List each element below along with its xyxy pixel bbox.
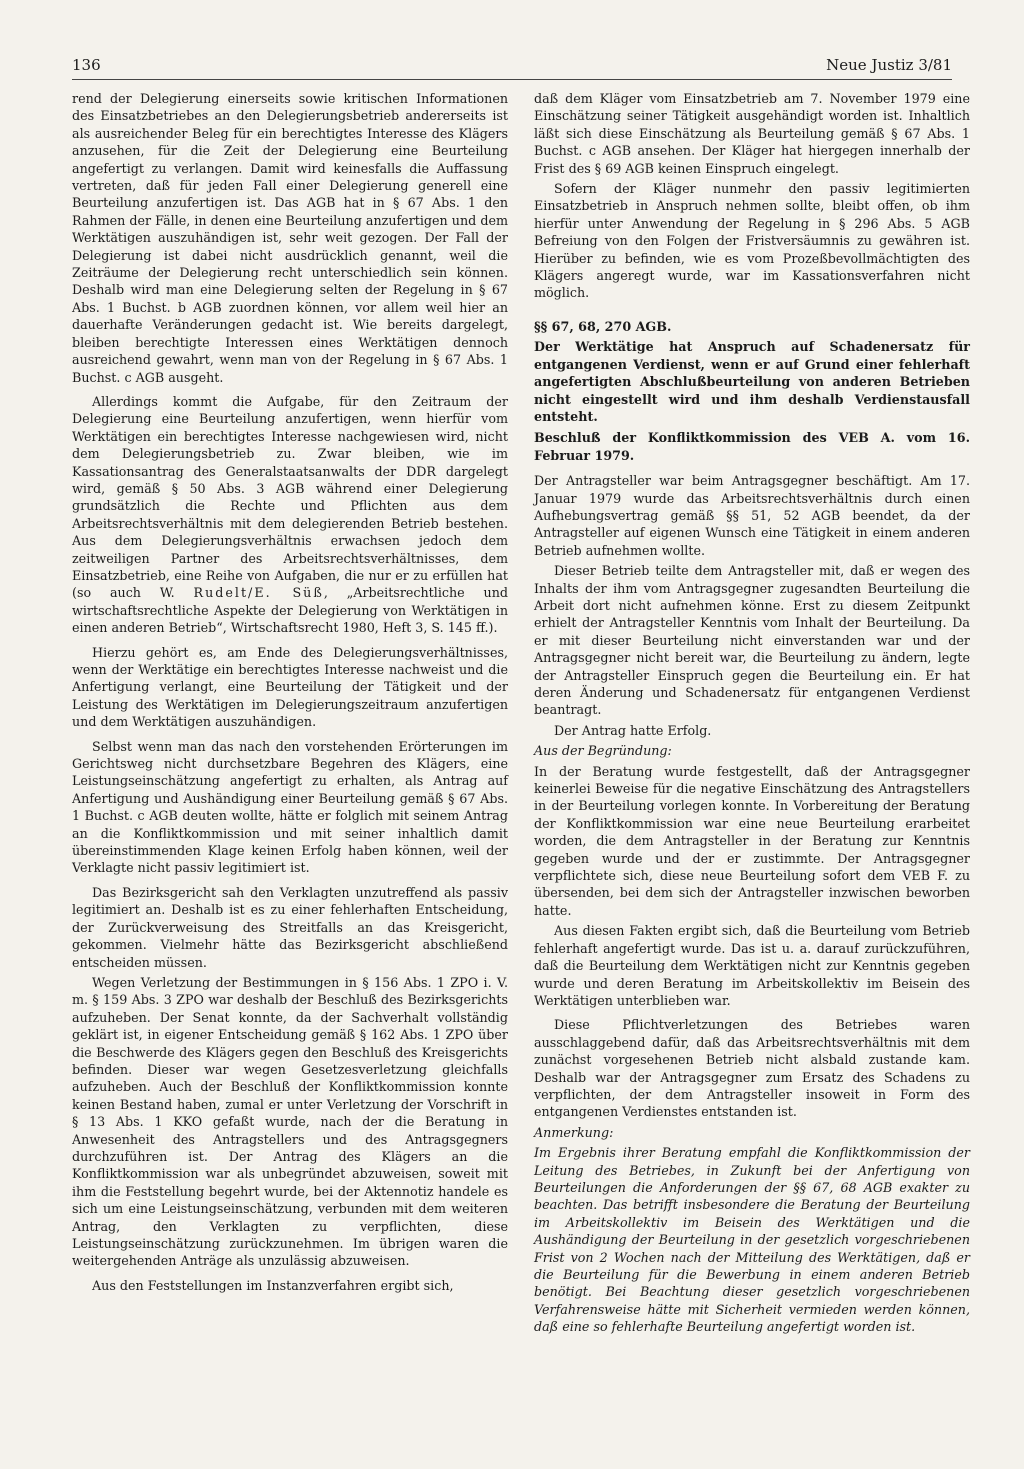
running-head <box>72 56 952 78</box>
header-rule <box>72 79 952 80</box>
paragraph: Aus den Feststellungen im Instanzverfahren ergibt sich, <box>92 1277 454 1293</box>
paragraph: daß dem Kläger vom Einsatzbetrieb am 7. November 1979 eine Einschätzung seiner Tätigkeit ausgehändigt worden ist. Inhaltlich läßt sich diese Einschätzung als Beurteilung gemäß § 67 Abs. 1 Buchst. c AGB ansehen. Der Kläger hat hiergegen innerhalb der Frist des § 69 AGB keinen Einspruch eingelegt. <box>534 91 970 176</box>
paragraph: Sofern der Kläger nunmehr den passiv legitimierten Einsatzbetrieb in Anspruch nehmen sollte, bleibt offen, ob ihm hierfür unter Anwendung der Regelung in § 296 Abs. 5 AGB Befreiung von den Folgen der Fristversäumnis zu gewähren ist. Hierüber zu befinden, wie es vom Prozeßbevollmächtigten des Klägers angeregt wurde, war im Kassationsverfahren nicht möglich. <box>534 181 970 301</box>
paragraph: Der Antragsteller war beim Antragsgegner beschäftigt. Am 17. Januar 1979 wurde das Arbeitsrechtsverhältnis durch einen Aufhebungsvertrag gemäß §§ 51, 52 AGB beendet, da der Antragsteller auf eigenen Wunsch eine Tätigkeit in einem anderen Betrieb aufnehmen wollte. <box>534 473 970 558</box>
case-statute-reference: §§ 67, 68, 270 AGB. <box>534 318 672 334</box>
paragraph: Aus diesen Fakten ergibt sich, daß die Beurteilung vom Betrieb fehlerhaft angefertigt wurde. Das ist u. a. darauf zurückzuführen, daß die Beurteilung dem Werktätigen nicht zur Kenntnis gegeben wurde und deren Beratung im Arbeitskollektiv im Beisein des Werktätigen unterblieben war. <box>534 923 970 1008</box>
section-heading-reasons: Aus der Begründung: <box>534 743 672 759</box>
paragraph: Wegen Verletzung der Bestimmungen in § 156 Abs. 1 ZPO i. V. m. § 159 Abs. 3 ZPO war deshalb der Beschluß des Bezirksgerichts aufzuheben. Der Senat konnte, da der Sachverhalt vollständig geklärt ist, in eigener Entscheidung gemäß § 162 Abs. 1 ZPO über die Beschwerde des Klägers gegen den Beschluß des Kreisgerichts befinden. Dieser war wegen Gesetzesverletzung gleichfalls aufzuheben. Auch der Beschluß der Konfliktkommission konnte keinen Bestand haben, zumal er unter Verletzung der Vorschrift in § 13 Abs. 1 KKO gefaßt wurde, nach der die Beratung in Anwesenheit des Antragstellers und des Antragsgegners durchzuführen ist. Der Antrag des Klägers an die Konfliktkommission war als unbegründet abzuweisen, soweit mit ihm die Feststellung begehrt wurde, bei der Aktennotiz handele es sich um eine Leistungseinschätzung, verbunden mit dem weiteren Antrag, den Verklagten zu verpflichten, diese Leistungseinschätzung zurückzunehmen. Im übrigen waren die weitergehenden Anträge als unzulässig abzuweisen. <box>72 974 508 1269</box>
left-column <box>72 90 508 1297</box>
paragraph: Selbst wenn man das nach den vorstehenden Erörterungen im Gerichtsweg nicht durchsetzbare Begehren des Klägers, eine Leistungseinschätzung angefertigt zu erhalten, als Antrag auf Anfertigung und Aushändigung einer Beurteilung gemäß § 67 Abs. 1 Buchst. c AGB deuten wollte, hätte er folglich mit seinem Antrag an die Konfliktkommission und mit seiner inhaltlich damit übereinstimmenden Klage keinen Erfolg haben können, weil der Verklagte nicht passiv legitimiert ist. <box>72 738 508 876</box>
paragraph: Hierzu gehört es, am Ende des Delegierungsverhältnisses, wenn der Werktätige ein berechtigtes Interesse nachweist und die Anfertigung verlangt, eine Beurteilung der Tätigkeit und der Leistung des Werktätigen im Delegierungszeitraum anzufertigen und dem Werktätigen auszuhändigen. <box>72 644 508 730</box>
headnote: Der Werktätige hat Anspruch auf Schadenersatz für entgangenen Verdienst, wenn er auf Grund einer fehlerhaft angefertigten Abschlußbeurteilung von anderen Betrieben nicht eingestellt wird und ihm deshalb Verdienstausfall entsteht. <box>534 339 970 424</box>
paragraph-text: Allerdings kommt die Aufgabe, für den Zeitraum der Delegierung eine Beurteilung anzufertigen, wenn hierfür vom Werktätigen ein berechtigtes Interesse nachgewiesen wird, nicht dem Delegierungsbetrieb zu. Zwar bleiben, wie im Kassationsantrag des Generalstaatsanwalts der DDR dargelegt wird, gemäß § 50 Abs. 3 AGB während einer Delegierung grundsätzlich die Rechte und Pflichten aus dem Arbeitsrechtsverhältnis mit dem delegierenden Betrieb bestehen. Aus dem Delegierungsverhältnis erwachsen jedoch dem zeitweiligen Partner des Arbeitsrechtsverhältnisses, dem Einsatzbetrieb, eine Reihe von Aufgaben, die nur er zu erfüllen hat (so auch W. <box>72 393 508 601</box>
right-column <box>534 90 970 1339</box>
paragraph: In der Beratung wurde festgestellt, daß der Antragsgegner keinerlei Beweise für die negative Einschätzung des Antragstellers in der Beurteilung vorlegen konnte. In Vorbereitung der Beratung der Konfliktkommission war eine neue Beurteilung erarbeitet worden, die dem Antragsteller in der Beratung zur Kenntnis gegeben wurde und der er zustimmte. Der Antragsgegner verpflichtete sich, diese neue Beurteilung sofort dem VEB F. zu übersenden, bei dem sich der Antragsteller inzwischen beworben hatte. <box>534 763 970 918</box>
paragraph: Dieser Betrieb teilte dem Antragsteller mit, daß er wegen des Inhalts der ihm vom Antragsgegner zugesandten Beurteilung die Arbeit dort nicht aufnehmen könne. Erst zu diesem Zeitpunkt erhielt der Antragsteller Kenntnis vom Inhalt der Beurteilung. Da er mit dieser Beurteilung nicht einverstanden war und der Antragsgegner nicht bereit war, die Beurteilung zu ändern, legte der Antragsteller Einspruch gegen die Beurteilung ein. Er hat deren Änderung und Schadenersatz für entgangenen Verdienst beantragt. <box>534 563 970 718</box>
author-names: Rudelt/E. Süß <box>193 585 324 601</box>
note-heading: Anmerkung: <box>534 1124 614 1140</box>
paragraph: Diese Pflichtverletzungen des Betriebes waren ausschlaggebend dafür, daß das Arbeitsrechtsverhältnis mit dem zunächst vorgesehenen Betrieb nicht alsbald zustande kam. Deshalb war der Antragsgegner zum Ersatz des Schadens zu verpflichten, der dem Antragsteller insoweit in Form des entgangenen Verdienstes entstanden ist. <box>534 1017 970 1120</box>
paragraph: Der Antrag hatte Erfolg. <box>554 722 712 738</box>
paragraph: Das Bezirksgericht sah den Verklagten unzutreffend als passiv legitimiert an. Deshalb ist es zu einer fehlerhaften Entscheidung, der Zurückverweisung des Streitfalls an das Kreisgericht, gekommen. Vielmehr hätte das Bezirksgericht abschließend entscheiden müssen. <box>72 884 508 970</box>
paragraph-text: , „Arbeitsrechtliche und wirtschaftsrechtliche Aspekte der Delegierung von Werktätigen in einen anderen Betrieb“, Wirtschaftsrecht 1980, Heft 3, S. 145 ff.). <box>72 585 508 636</box>
paragraph: rend der Delegierung einerseits sowie kritischen Informationen des Einsatzbetriebes an den Delegierungsbetrieb andererseits ist als ausreichender Beleg für ein berechtigtes Interesse des Klägers anzusehen, für die Zeit der Delegierung eine Beurteilung angefertigt zu verlangen. Damit wird keinesfalls die Auffassung vertreten, daß für jeden Fall einer Delegierung generell eine Beurteilung anzufertigen ist. Das AGB hat in § 67 Abs. 1 den Rahmen der Fälle, in denen eine Beurteilung anzufertigen und dem Werktätigen auszuhändigen ist, sehr weit gezogen. Der Fall der Delegierung ist dabei nicht ausdrücklich genannt, weil die Zeiträume der Delegierung recht unterschiedlich sein können. Deshalb wird man eine Delegierung selten der Regelung in § 67 Abs. 1 Buchst. b AGB zuordnen können, vor allem weil hier an dauerhafte Veränderungen gedacht ist. Wie bereits dargelegt, bleiben berechtigte Interessen eines Werktätigen dennoch ausreichend gewahrt, wenn man von der Regelung in § 67 Abs. 1 Buchst. c AGB ausgeht. <box>72 91 508 385</box>
journal-issue: Neue Justiz 3/81 <box>826 56 952 74</box>
note-text: Im Ergebnis ihrer Beratung empfahl die Konfliktkommission der Leitung des Betriebes, in Zukunft bei der Anfertigung von Beurteilungen die Anforderungen der §§ 67, 68 AGB exakter zu beachten. Das betrifft insbesondere die Beratung der Beurteilung im Arbeitskollektiv im Beisein des Werktätigen und die Aushändigung der Beurteilung in der gesetzlich vorgeschriebenen Frist von 2 Wochen nach der Mitteilung des Werktätigen, daß er die Beurteilung für die Bewerbung in einem anderen Betrieb benötigt. Bei Beachtung dieser gesetzlich vorgeschriebenen Verfahrensweise hätte mit Sicherheit vermieden werden können, daß eine so fehlerhafte Beurteilung angefertigt worden ist. <box>534 1145 970 1335</box>
page-number: 136 <box>72 56 101 74</box>
decision-source: Beschluß der Konfliktkommission des VEB A. vom 16. Februar 1979. <box>534 430 970 463</box>
paragraph <box>72 393 508 637</box>
